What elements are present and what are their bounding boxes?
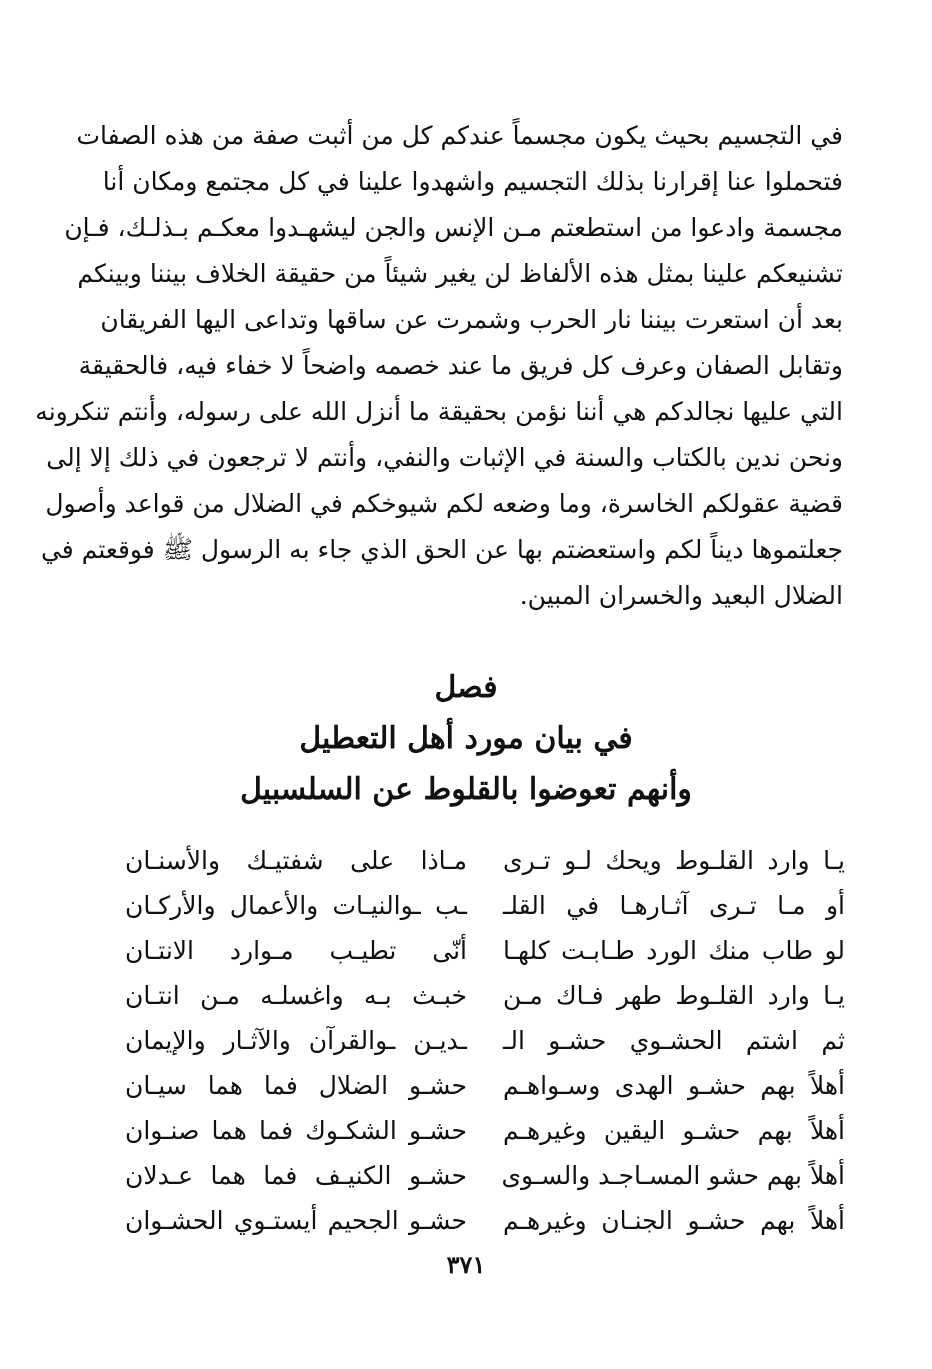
verse-second-hemistich: ـب ـوالنيـات والأعمال والأركـان: [125, 891, 467, 920]
section-heading: [0, 662, 932, 815]
prose-line: بعد أن استعرت بيننا نار الحرب وشمرت عن ساقها وتداعى اليها الفريقان: [100, 305, 843, 334]
verse-second-hemistich: حشـو الشكـوك فما هما صنـوان: [125, 1116, 467, 1145]
poem-verse: [125, 1108, 845, 1153]
verse-second-hemistich: خبـث بـه واغسلـه مـن انتـان: [125, 981, 467, 1010]
section-title: في بيان مورد أهل التعطيل: [299, 721, 633, 756]
prose-line: مجسمة وادعوا من استطعتم مـن الإنس والجن ليشهـدوا معكـم بـذلـك، فـإن: [64, 213, 843, 242]
verse-first-hemistich: يـا وارد القلـوط طهر فـاك مـن: [503, 981, 845, 1010]
prose-line: وتقابل الصفان وعرف كل فريق ما عند خصمه واضحاً لا خفاء فيه، فالحقيقة: [78, 351, 843, 380]
verse-first-hemistich: ثم اشتم الحشـوي حشـو الـ: [503, 1026, 845, 1055]
poem-verse: [125, 1063, 845, 1108]
verse-first-hemistich: يـا وارد القلـوط ويحك لـو تـرى: [503, 846, 845, 875]
verse-second-hemistich: حشـو الكنيـف فما هما عـدلان: [125, 1161, 467, 1190]
verse-first-hemistich: أو مـا تـرى آثـارهـا في القلـ: [503, 891, 845, 920]
prose-line: التي عليها نجالدكم هي أننا نؤمن بحقيقة ما أنزل الله على رسوله، وأنتم تنكرونه: [35, 397, 843, 426]
verse-second-hemistich: أنّى تطيـب مـوارد الانتـان: [125, 936, 467, 965]
poem-verse: [125, 973, 845, 1018]
prose-paragraph: [35, 113, 843, 619]
poem-verse: [125, 1018, 845, 1063]
verse-second-hemistich: ـديـن ـوالقرآن والآثـار والإيمان: [125, 1026, 467, 1055]
prose-line: جعلتموها ديناً لكم واستعضتم بها عن الحق الذي جاء به الرسول ﷺ فوقعتم في: [40, 535, 843, 564]
verse-first-hemistich: لو طاب منك الورد طـابـت كلهـا: [503, 936, 845, 965]
prose-line: فتحملوا عنا إقرارنا بذلك التجسيم واشهدوا علينا في كل مجتمع ومكان أنا: [102, 167, 843, 196]
poem-verse: [125, 883, 845, 928]
page-number: ٣٧١: [446, 1250, 486, 1279]
prose-line: في التجسيم بحيث يكون مجسماً عندكم كل من أثبت صفة من هذه الصفات: [76, 121, 843, 150]
verse-second-hemistich: حشـو الجحيم أيستـوي الحشـوان: [125, 1206, 467, 1235]
prose-line: ونحن ندين بالكتاب والسنة في الإثبات والنفي، وأنتم لا ترجعون في ذلك إلا إلى: [46, 443, 843, 472]
poem: [125, 838, 845, 1243]
prose-line: الضلال البعيد والخسران المبين.: [519, 581, 843, 610]
prose-line: قضية عقولكم الخاسرة، وما وضعه لكم شيوخكم في الضلال من قواعد وأصول: [45, 489, 843, 518]
verse-first-hemistich: أهلاً بهم حشو المسـاجـد والسـوى: [501, 1161, 845, 1190]
verse-second-hemistich: حشـو الضلال فما هما سيـان: [125, 1071, 467, 1100]
poem-verse: [125, 1153, 845, 1198]
verse-first-hemistich: أهلاً بهم حشـو الجنـان وغيرهـم: [503, 1206, 845, 1235]
section-subtitle: وأنهم تعوضوا بالقلوط عن السلسبيل: [240, 772, 692, 807]
verse-first-hemistich: أهلاً بهم حشـو الهدى وسـواهـم: [503, 1071, 845, 1100]
poem-verse: [125, 928, 845, 973]
poem-verse: [125, 838, 845, 883]
verse-second-hemistich: مـاذا على شفتيـك والأسنـان: [125, 846, 467, 875]
section-label: فصل: [434, 670, 498, 705]
prose-line: تشنيعكم علينا بمثل هذه الألفاظ لن يغير شيئاً من حقيقة الخلاف بيننا وبينكم: [77, 259, 843, 288]
verse-first-hemistich: أهلاً بهم حشـو اليقين وغيرهـم: [503, 1116, 845, 1145]
poem-verse: [125, 1198, 845, 1243]
